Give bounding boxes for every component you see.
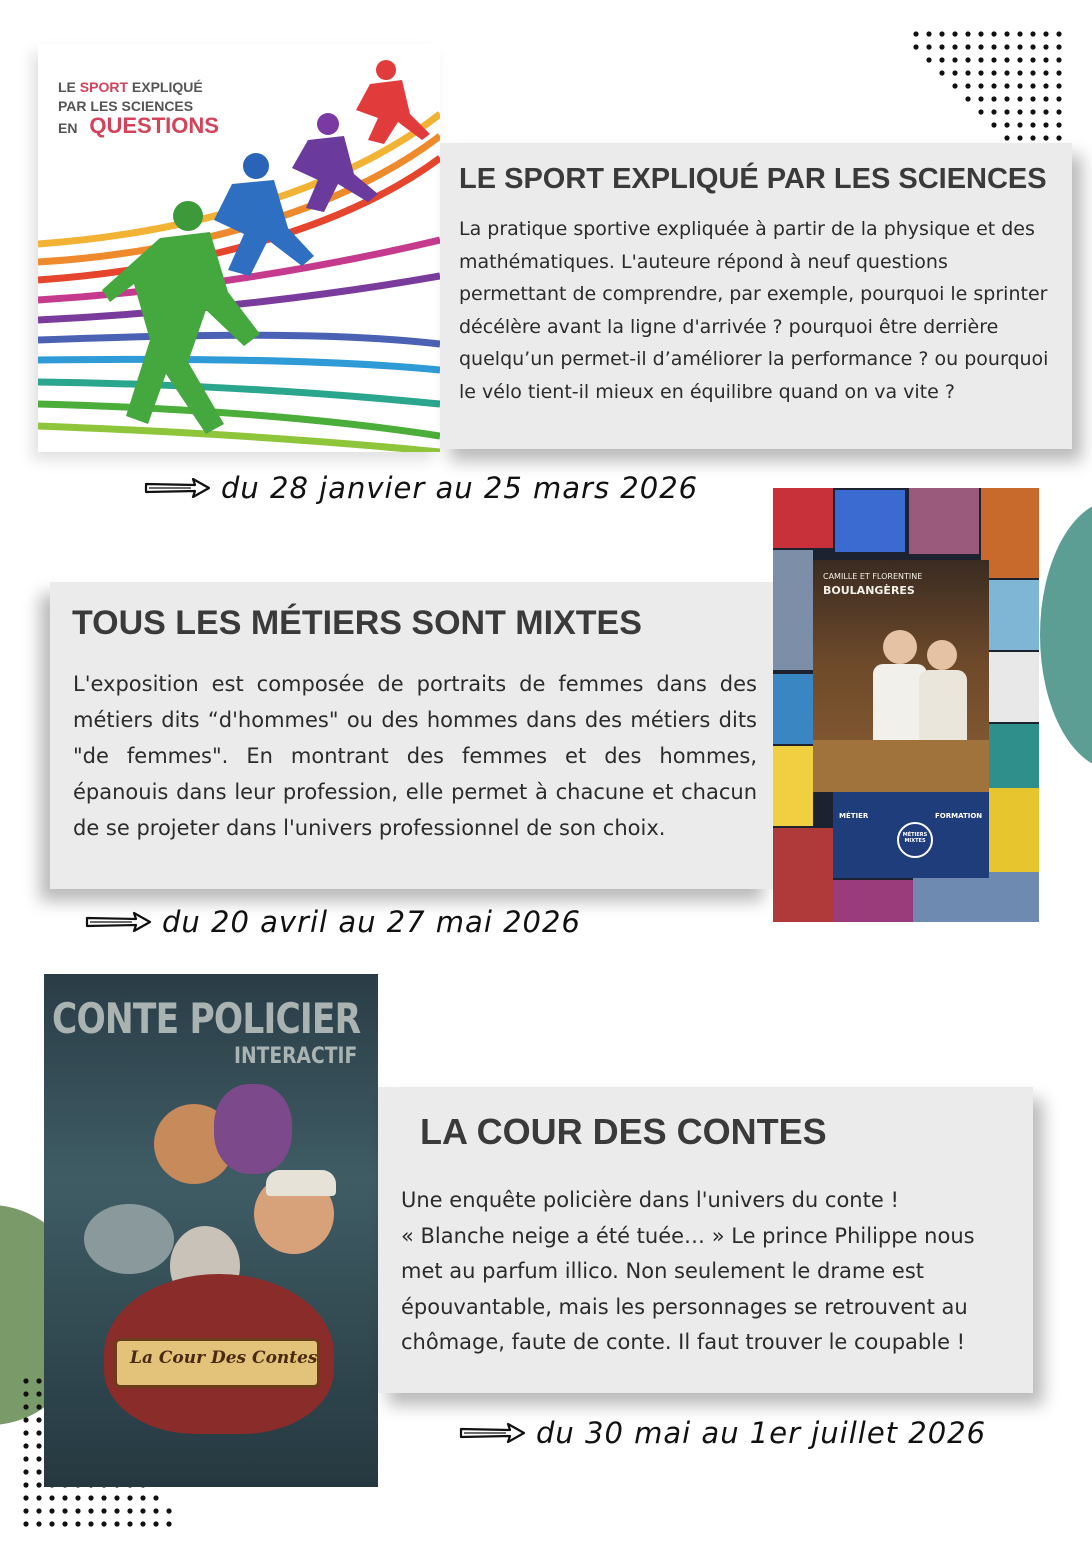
contes-date-row	[458, 1413, 986, 1453]
sport-poster-image	[38, 44, 440, 452]
metiers-description: L'exposition est composée de portraits de femmes dans des métiers dits “d'hommes" ou des hommes dans des métiers dits "de femmes". En montrant des femmes et des hommes, épanouis dans leur profession, elle permet à chacune et chacun de se projeter dans l'univers professionnel de son choix.	[73, 672, 757, 840]
poster-title: CONTE POLICIER	[52, 994, 361, 1043]
metiers-card	[50, 582, 773, 889]
sport-logo: LE SPORT EXPLIQUÉ PAR LES SCIENCES EN QUESTIONS	[58, 79, 219, 138]
contes-date: du 30 mai au 1er juillet 2026	[536, 1416, 987, 1450]
metiers-title: TOUS LES MÉTIERS SONT MIXTES	[72, 604, 642, 642]
metiers-poster-image: CAMILLE ET FLORENTINE BOULANGÈRES MÉTIER FORMATION MÉTIERS MIXTES	[773, 488, 1039, 922]
arrow-right-icon	[458, 1421, 526, 1445]
sport-date-row	[143, 468, 698, 508]
poster-banner: La Cour Des Contes	[130, 1348, 318, 1368]
sport-description: La pratique sportive expliquée à partir de la physique et des mathématiques. L'auteure répond à neuf questions permettant de comprendre, par exemple, pourquoi le sprinter décélère avant la ligne d'arrivée ? pourquoi être derrière quelqu’un permet-il d’améliorer la performance ? ou pourquoi le vélo tient-il mieux en équilibre quand on va vite ?	[459, 218, 1049, 403]
teal-circle-decoration	[1040, 500, 1092, 770]
contes-title: LA COUR DES CONTES	[420, 1111, 827, 1152]
poster-subtitle: INTERACTIF	[234, 1044, 358, 1069]
arrow-right-icon	[143, 476, 211, 500]
metiers-date-row	[84, 902, 581, 942]
arrow-right-icon	[84, 910, 152, 934]
sport-title: LE SPORT EXPLIQUÉ PAR LES SCIENCES	[459, 163, 1047, 195]
metiers-date: du 20 avril au 27 mai 2026	[162, 905, 581, 939]
conte-poster-image	[44, 974, 378, 1487]
runner-blue-icon	[214, 153, 314, 276]
runner-red-icon	[356, 60, 430, 144]
sport-card	[440, 143, 1072, 449]
contes-description: Une enquête policière dans l'univers du conte ! « Blanche neige a été tuée… » Le prince Philippe nous met au parfum illico. Non seulement le drame est épouvantable, mais les personnages se retrouvent au chômage, faute de conte. Il faut trouver le coupable !	[401, 1188, 975, 1354]
sport-date: du 28 janvier au 25 mars 2026	[221, 471, 699, 505]
contes-card	[378, 1087, 1033, 1393]
bakery-photo: CAMILLE ET FLORENTINE BOULANGÈRES	[813, 560, 989, 792]
